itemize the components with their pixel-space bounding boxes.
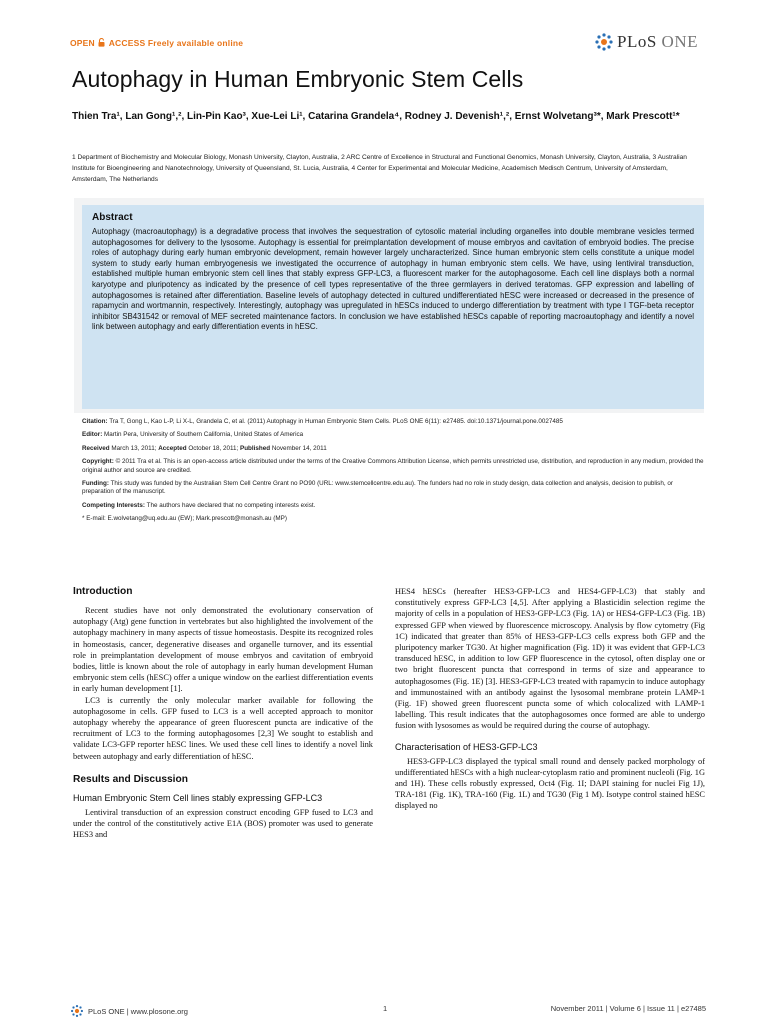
page-number: 1 bbox=[383, 1004, 388, 1013]
copyright-text: © 2011 Tra et al. This is an open-access article distributed under the terms of the Creative Commons Attribution License, which permits unrestricted use, distribution, and reproduction in any medium, provided the original author and source are credited. bbox=[82, 458, 704, 474]
article-title: Autophagy in Human Embryonic Stem Cells bbox=[72, 66, 524, 92]
received-label: Received bbox=[82, 444, 110, 452]
author-list: Thien Tra¹, Lan Gong¹,², Lin-Pin Kao³, Xue-Lei Li¹, Catarina Grandela⁴, Rodney J. Devenish¹,², Ernst Wolvetang³*, Mark Prescott¹* bbox=[72, 111, 680, 122]
citation bbox=[82, 418, 704, 426]
right-paragraph-2: HES3-GFP-LC3 displayed the typical small round and densely packed morphology of undifferentiated hESCs with a high nuclear-cytoplasm ratio and prominent nucleoli (Fig. 1G and 1H). These cells robustly expressed, Oct4 (Fig. 1I; DAPI staining for nuclei Fig 1J), TRA-181 (Fig. 1K), TRA-160 (Fig. 1L) and TG30 (Fig 1 M). Isotype control stained hESC displayed no bbox=[395, 756, 705, 811]
results-heading: Results and Discussion bbox=[73, 773, 188, 785]
accepted-label: Accepted bbox=[158, 444, 187, 452]
right-paragraph-1: HES4 hESCs (hereafter HES3-GFP-LC3 and HES4-GFP-LC3) that stably and constitutively express GFP-LC3 [4,5]. After applying a Blasticidin selection regime the majority of cells in a population of HES3-GFP-LC3 (Fig. 1A) or HES4-GFP-LC3 (Fig. 1B) expressed GFP when viewed by fluorescence microscopy. Analysis by flow cytometry (Fig 1C) indicated that greater than 85% of HES3-GFP-LC3 cells express both GFP and the pluripotency marker TG30. At higher magnification (Fig. 1D) it was evident that GFP-LC3 transduced hESC, in addition to low GFP fluorescence in the cytosol, often display one or two bright fluorescent puncta that correspond in terms of size and appearance to autophagosomes (Fig. 1E) [3]. HES3-GFP-LC3 treated with rapamycin to induce autophagy and immunostained with an antibody against the lysosomal membrane protein LAMP-1 (Fig. 1F) showed green fluorescent puncta some of which colocalized with LAMP-1 labelling. This result indicates that the autophagosomes once formed are able to undergo fusion with lysosomes as would be required during the course of autophagy. bbox=[395, 587, 705, 731]
abstract-body: Autophagy (macroautophagy) is a degradative process that involves the sequestration of cytosolic material including organelles into double membrane vesicles termed autophagosomes for delivery to the lysosome. Autophagy is essential for preimplantation development of mouse embryos and cavitation of embryoid bodies. The precise roles of autophagy during early human embryonic development, remain however largely uncharacterized. Since human embryonic stem cells constitute a unique model system to study early human embryogenesis we investigated the occurrence of autophagy in human embryonic stem cells. We have, using lentiviral transduction, established multiple human embryonic stem cell lines that stably express GFP-LC3, a fluorescent marker for the autophagosome. Each cell line displays both a normal karyotype and pluripotency as indicated by the presence of cell types representative of the three germlayers in derived teratomas. GFP expression and labelling of autophagosomes is retained after differentiation. Baseline levels of autophagy detected in cultured undifferentiated hESC were increased or decreased in the presence of rapamycin and wortmannin, respectively. Interestingly, autophagy was upregulated in hESCs induced to undergo differentiation by treatment with type I TGF-beta receptor inhibitor SB431542 or removal of MEF secreted maintenance factors. In conclusion we have established hESCs capable of reporting macroautophagy and identify a novel link between autophagy and early differentiation events in hESC. bbox=[92, 227, 694, 332]
plos-one-logo bbox=[594, 28, 698, 56]
competing-label: Competing Interests: bbox=[82, 501, 145, 509]
editor-label: Editor: bbox=[82, 431, 103, 439]
journal-header bbox=[70, 24, 698, 60]
copyright bbox=[82, 458, 704, 475]
published-label: Published bbox=[240, 444, 271, 452]
open-access-banner bbox=[70, 38, 243, 48]
right-column bbox=[395, 586, 705, 812]
accepted-date: October 18, 2011; bbox=[188, 444, 239, 452]
competing-text: The authors have declared that no competing interests exist. bbox=[146, 501, 316, 509]
page-footer bbox=[70, 1002, 706, 1018]
freely-available-label: Freely available online bbox=[147, 38, 244, 48]
funding-label: Funding: bbox=[82, 480, 109, 488]
results-subheading: Human Embryonic Stem Cell lines stably expressing GFP-LC3 bbox=[73, 792, 323, 803]
received-date: March 13, 2011; bbox=[111, 444, 157, 452]
intro-paragraph-1: Recent studies have not only demonstrated the evolutionary conservation of autophagy (Atg) gene function in vertebrates but also highlighted the involvement of the autophagy machinery in many aspects of tissue homeostasis. Despite its recognized roles in homeostasis, cancer, degenerative diseases and organelle turnover, and its essential role in preimplantation development of mouse embryos and cavitation of embryoid bodies, little is known about the role of autophagy in early human development Human embryonic stem cells (hESC) offer a unique window on the earliest differentiation events in early human development [1]. bbox=[73, 606, 373, 694]
published-date: November 14, 2011 bbox=[271, 444, 327, 452]
introduction-heading: Introduction bbox=[73, 586, 133, 597]
competing-interests bbox=[82, 502, 704, 510]
open-label: OPEN bbox=[70, 38, 95, 48]
plos-logo-icon bbox=[594, 32, 614, 52]
footer-issue: November 2011 | Volume 6 | Issue 11 | e27485 bbox=[550, 1004, 706, 1013]
dates bbox=[82, 445, 704, 453]
abstract-heading: Abstract bbox=[92, 212, 133, 223]
funding-text: This study was funded by the Australian Stem Cell Centre Grant no PO90 (URL: www.stemcellcentre.edu.au). The funders had no role in study design, data collection and analysis, decision to publish, or preparation of the manuscript. bbox=[82, 480, 673, 496]
characterisation-subheading: Characterisation of HES3-GFP-LC3 bbox=[395, 741, 538, 752]
plos-one-wordmark bbox=[617, 32, 698, 52]
brand-plos: PLoS bbox=[617, 32, 657, 51]
brand-one: ONE bbox=[661, 32, 698, 51]
article-metadata bbox=[82, 418, 704, 529]
left-column bbox=[73, 586, 373, 840]
abstract-panel bbox=[74, 198, 704, 413]
open-lock-icon bbox=[98, 38, 105, 47]
results-paragraph-1: Lentiviral transduction of an expression construct encoding GFP fused to LC3 and under the control of the constitutively active E1A (BOS) promoter was used to generate HES3 and bbox=[73, 807, 373, 840]
correspondence-email: * E-mail: E.wolvetang@uq.edu.au (EW); Mark.prescott@monash.au (MP) bbox=[82, 515, 287, 523]
copyright-label: Copyright: bbox=[82, 458, 114, 466]
citation-text: Tra T, Gong L, Kao L-P, Li X-L, Grandela C, et al. (2011) Autophagy in Human Embryonic Stem Cells. PLoS ONE 6(11): e27485. doi:10.1371/journal.pone.0027485 bbox=[109, 418, 563, 425]
editor-text: Martin Pera, University of Southern California, United States of America bbox=[104, 431, 304, 439]
citation-label: Citation: bbox=[82, 418, 108, 425]
intro-paragraph-2: LC3 is currently the only molecular marker available for following the autophagosome in cells. GFP fused to LC3 is a well accepted approach to monitor autophagy whereby the appearance of green fluorescent puncta are indicative of the recruitment of LC3 to the forming autophagosomes [2,3] We sought to establish and validate LC3-GFP reporter hESC lines. We used these cell lines to identify a novel link between autophagy and early differentiation of hESC. bbox=[73, 695, 373, 761]
affiliations: 1 Department of Biochemistry and Molecular Biology, Monash University, Clayton, Australia, 2 ARC Centre of Excellence in Structural and Functional Genomics, Monash University, Clayton, Australia, 3 Australian Institute for Bioengineering and Nanotechnology, University of Queensland, St. Lucia, Australia, 4 Center for Experimental and Molecular Medicine, Academisch Medisch Centrum, University of Amsterdam, Amsterdam, The Netherlands bbox=[72, 154, 687, 183]
funding bbox=[82, 480, 704, 497]
footer-journal-text: PLoS ONE | www.plosone.org bbox=[88, 1006, 188, 1016]
access-label: ACCESS bbox=[108, 38, 146, 48]
footer-journal bbox=[70, 1004, 188, 1018]
plos-footer-logo-icon bbox=[70, 1004, 84, 1018]
editor bbox=[82, 431, 704, 439]
abstract-inner bbox=[82, 205, 704, 409]
